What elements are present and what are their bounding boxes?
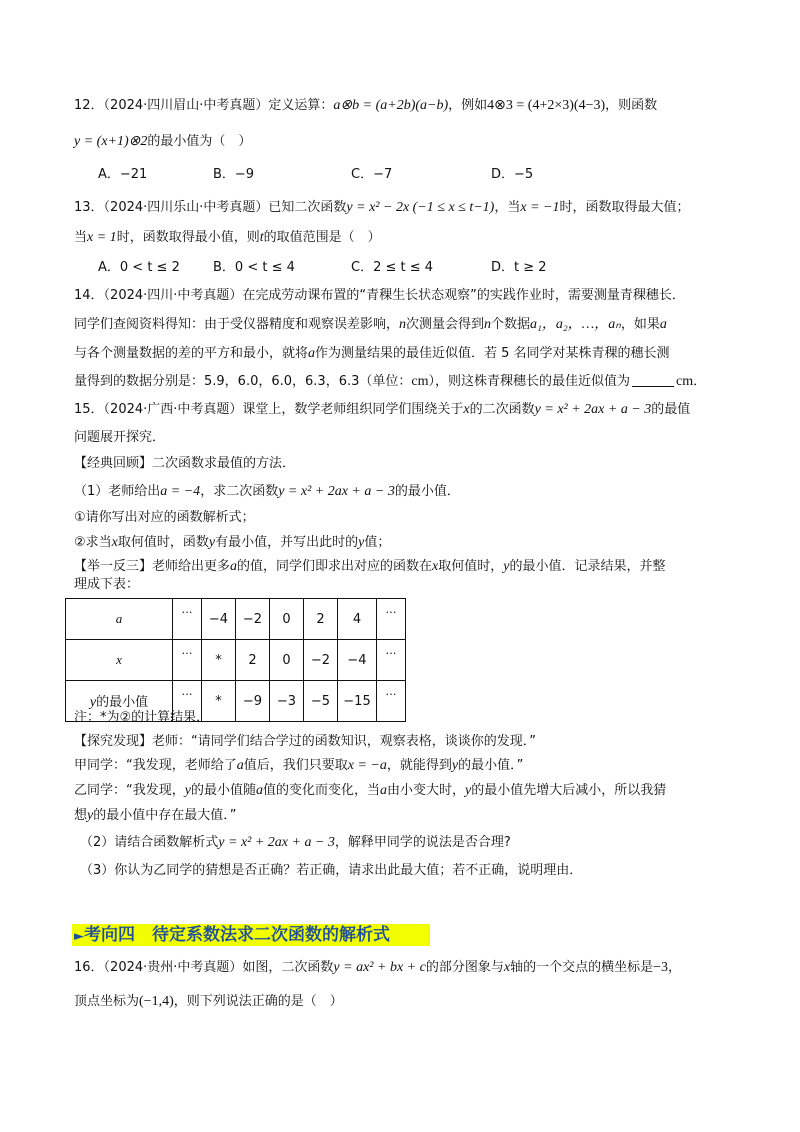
q15-text: 值后，我们只要取 xyxy=(243,758,348,773)
q14-text: ． xyxy=(693,374,707,389)
q16-text: 轴的一个交点的横坐标是 xyxy=(510,960,654,975)
q12-text: 的最小值为（ ） xyxy=(147,134,252,149)
q15-example-line1 xyxy=(74,557,666,577)
q15-text: 的最小值随 xyxy=(190,783,256,798)
q16-text: 的部分图象与 xyxy=(425,960,504,975)
q15-text: 由小变大时， xyxy=(387,783,466,798)
q15-text: 取何值时， xyxy=(438,559,504,574)
q15-text: 值； xyxy=(364,535,391,550)
q15-function-formula: y = x² + 2ax + a − 3 xyxy=(534,402,652,417)
q14-data-list: a₁，a₂，…，aₙ xyxy=(530,317,621,332)
q15-var-y: y xyxy=(184,783,191,798)
question-number: 16． xyxy=(74,960,104,975)
q15-text: ，求二次函数 xyxy=(200,484,279,499)
table-cell: * xyxy=(202,681,236,722)
q15-text: 的最小值．” xyxy=(458,758,524,773)
table-cell: 2 xyxy=(304,599,338,640)
q15-line1 xyxy=(74,400,690,420)
q13-option-a: A．0 < t ≤ 2 xyxy=(98,260,180,275)
q15-function-formula: y = x² + 2ax + a − 3 xyxy=(218,835,335,850)
q16-value: −3 xyxy=(653,960,668,975)
q13-text: 已知二次函数 xyxy=(268,200,347,215)
question-source: （2024·四川·中考真题） xyxy=(103,288,243,303)
q16-vertex: (−1,4) xyxy=(139,994,174,1009)
q15-var-y: y xyxy=(89,695,97,710)
q15-student-yi xyxy=(74,781,666,801)
q15-part3: （3）你认为乙同学的猜想是否正确？若正确，请求出此最大值；若不正确，说明理由． xyxy=(80,863,583,878)
q12-example-formula: 4⊗3 = (4+2×3)(4−3) xyxy=(487,98,606,113)
q14-text: ），则这株青稞穗长的最佳近似值为 xyxy=(428,374,630,389)
q15-var-x: x xyxy=(463,402,470,417)
q15-text: 课堂上，数学老师组织同学们围绕关于 xyxy=(242,402,464,417)
q13-option-d: D．t ≥ 2 xyxy=(491,260,547,275)
q13-line1 xyxy=(74,198,690,218)
section-header xyxy=(72,924,430,946)
table-header-a: a xyxy=(66,599,173,640)
q15-var-a: a xyxy=(230,559,238,574)
q14-line3 xyxy=(74,344,670,364)
q15-var-y: y xyxy=(451,758,459,773)
q12-text: 定义运算： xyxy=(268,98,334,113)
q15-text: 乙同学：“我发现， xyxy=(74,783,185,798)
q14-unit: cm xyxy=(411,374,429,389)
question-number: 12． xyxy=(74,98,104,113)
table-row xyxy=(66,640,406,681)
q15-var-y: y xyxy=(503,559,510,574)
q13-line2 xyxy=(74,228,381,248)
q14-text: 同学们查阅资料得知：由于受仪器精度和观察误差影响， xyxy=(74,317,400,332)
table-label-text: 的最小值 xyxy=(96,695,149,710)
q14-text: 次测量会得到 xyxy=(406,317,485,332)
q12-option-a: A．−21 xyxy=(98,167,148,182)
q13-option-c: C．2 ≤ t ≤ 4 xyxy=(351,260,434,275)
triangle-marker-icon: ► xyxy=(74,929,84,944)
q15-text: 想 xyxy=(74,808,88,823)
table-cell: −15 xyxy=(338,681,377,722)
q14-unit: cm xyxy=(676,374,694,389)
question-source: （2024·四川乐山·中考真题） xyxy=(103,200,269,215)
q15-text: 有最小值，并写出此时的 xyxy=(215,535,359,550)
q14-text: 量得到的数据分别是：5.9，6.0，6.0，6.3，6.3（单位： xyxy=(74,374,412,389)
q13-condition2: x = 1 xyxy=(87,230,117,245)
q14-line4 xyxy=(74,372,706,392)
question-number: 13． xyxy=(74,200,104,215)
answer-blank[interactable] xyxy=(632,372,674,387)
q15-part2 xyxy=(80,833,511,853)
q15-student-jia xyxy=(74,756,523,776)
q16-line1 xyxy=(74,958,681,978)
table-cell: … xyxy=(377,681,406,722)
q15-function-formula: y = x² + 2ax + a − 3 xyxy=(278,484,395,499)
q14-text: 作为测量结果的最佳近似值．若 5 名同学对某株青稞的穗长测 xyxy=(315,346,670,361)
q12-def-formula: a⊗b = (a+2b)(a−b) xyxy=(333,98,449,113)
q15-text: 的最小值先增大后减小，所以我猜 xyxy=(471,783,667,798)
q16-text: 如图，二次函数 xyxy=(242,960,334,975)
q15-var-a: a xyxy=(236,758,244,773)
q14-var-a: a xyxy=(308,346,316,361)
q15-line2: 问题展开探究． xyxy=(74,430,166,445)
q15-text: 【举一反三】老师给出更多 xyxy=(74,559,231,574)
table-cell: * xyxy=(202,640,236,681)
table-cell: −9 xyxy=(236,681,270,722)
q13-text: 时，函数取得最大值； xyxy=(559,200,690,215)
table-cell: −4 xyxy=(338,640,377,681)
q16-text: ， xyxy=(667,960,681,975)
q12-option-b: B．−9 xyxy=(213,167,255,182)
q14-line2 xyxy=(74,315,667,335)
data-table xyxy=(65,598,406,722)
table-row xyxy=(66,599,406,640)
q15-part1 xyxy=(74,482,460,502)
table-cell: −2 xyxy=(236,599,270,640)
table-cell: −4 xyxy=(202,599,236,640)
q14-line1 xyxy=(74,286,685,306)
q15-text: 的二次函数 xyxy=(469,402,535,417)
table-cell: 2 xyxy=(236,640,270,681)
q13-text: 时，函数取得最小值，则 xyxy=(116,230,260,245)
q15-condition: a = −4 xyxy=(160,484,201,499)
table-cell: 0 xyxy=(270,640,304,681)
q14-text: ，如果 xyxy=(620,317,660,332)
question-number: 15． xyxy=(74,402,104,417)
q15-text: 甲同学：“我发现，老师给了 xyxy=(74,758,237,773)
q15-text: ，就能得到 xyxy=(386,758,452,773)
table-cell: … xyxy=(173,599,202,640)
q15-text: 的最小值．记录结果，并整 xyxy=(509,559,666,574)
q15-var-a: a xyxy=(380,783,387,798)
q15-var-y: y xyxy=(465,783,472,798)
question-source: （2024·四川眉山·中考真题） xyxy=(103,98,269,113)
q15-text: 值的变化而变化，当 xyxy=(262,783,380,798)
q15-var-y: y xyxy=(358,535,365,550)
table-header-x: x xyxy=(66,640,173,681)
q15-sub2 xyxy=(74,533,390,553)
table-cell: −3 xyxy=(270,681,304,722)
q15-text: ②求当 xyxy=(74,535,112,550)
q13-condition1: x = −1 xyxy=(520,200,560,215)
q15-text: 的最小值中存在最大值．” xyxy=(93,808,237,823)
q16-line2 xyxy=(74,992,343,1012)
q14-text: 与各个测量数据的差的平方和最小，就将 xyxy=(74,346,309,361)
question-source: （2024·贵州·中考真题） xyxy=(103,960,243,975)
table-cell: 0 xyxy=(270,599,304,640)
q14-text: 在完成劳动课布置的“青稞生长状态观察”的实践作业时，需要测量青稞穗长． xyxy=(242,288,685,303)
q15-var-y: y xyxy=(208,535,216,550)
q14-var-a: a xyxy=(659,317,667,332)
q14-text: 个数据 xyxy=(491,317,531,332)
q13-text: ，当 xyxy=(494,200,521,215)
section-title: 考向四 待定系数法求二次函数的解析式 xyxy=(84,925,390,945)
q13-text: 当 xyxy=(74,230,88,245)
question-number: 14． xyxy=(74,288,104,303)
table-cell: −2 xyxy=(304,640,338,681)
table-cell: … xyxy=(173,681,202,722)
q16-function-formula: y = ax² + bx + c xyxy=(333,960,426,975)
q15-text: 的最值 xyxy=(651,402,691,417)
q12-line2 xyxy=(74,132,251,152)
q15-text: 的值，同学们即求出对应的函数在 xyxy=(237,559,433,574)
q14-var-n: n xyxy=(484,317,492,332)
q15-var-x: x xyxy=(111,535,118,550)
q13-function-formula: y = x² − 2x (−1 ≤ x ≤ t−1) xyxy=(346,200,495,215)
q13-var-t: t xyxy=(259,230,264,245)
q16-text: 顶点坐标为 xyxy=(74,994,140,1009)
q12-text: ，则函数 xyxy=(605,98,658,113)
q12-line1 xyxy=(74,96,657,116)
q15-jia-formula: x = −a xyxy=(347,758,387,773)
q16-text: ，则下列说法正确的是（ ） xyxy=(173,994,343,1009)
q13-option-b: B．0 < t ≤ 4 xyxy=(213,260,295,275)
q15-text: 取何值时，函数 xyxy=(117,535,209,550)
q15-text: ，解释甲同学的说法是否合理? xyxy=(334,835,511,850)
q15-student-yi-line2 xyxy=(74,806,236,826)
table-cell: … xyxy=(377,640,406,681)
q15-var-y: y xyxy=(87,808,94,823)
q15-discovery: 【探究发现】老师：“请同学们结合学过的函数知识，观察表格，谈谈你的发现．” xyxy=(74,734,536,749)
question-source: （2024·广西·中考真题） xyxy=(103,402,243,417)
q15-review: 【经典回顾】二次函数求最值的方法． xyxy=(74,456,296,471)
q12-function-formula: y = (x+1)⊗2 xyxy=(74,134,148,149)
table-cell: 4 xyxy=(338,599,377,640)
q15-var-a: a xyxy=(255,783,263,798)
q15-example-line2: 理成下表： xyxy=(74,577,140,592)
q12-text: ，例如 xyxy=(448,98,488,113)
q16-var-x: x xyxy=(503,960,511,975)
table-cell: −5 xyxy=(304,681,338,722)
table-cell: … xyxy=(173,640,202,681)
q15-note: 注：*为②的计算结果． xyxy=(74,710,210,725)
q12-option-d: D．−5 xyxy=(491,167,534,182)
q15-text: 的最小值． xyxy=(394,484,460,499)
q13-text: 的取值范围是（ ） xyxy=(263,230,381,245)
q15-text: （2）请结合函数解析式 xyxy=(80,835,219,850)
q14-var-n: n xyxy=(399,317,407,332)
table-cell: … xyxy=(377,599,406,640)
q15-sub1: ①请你写出对应的函数解析式； xyxy=(74,510,255,525)
q15-var-x: x xyxy=(432,559,439,574)
q15-text: （1）老师给出 xyxy=(74,484,161,499)
q12-option-c: C．−7 xyxy=(351,167,393,182)
